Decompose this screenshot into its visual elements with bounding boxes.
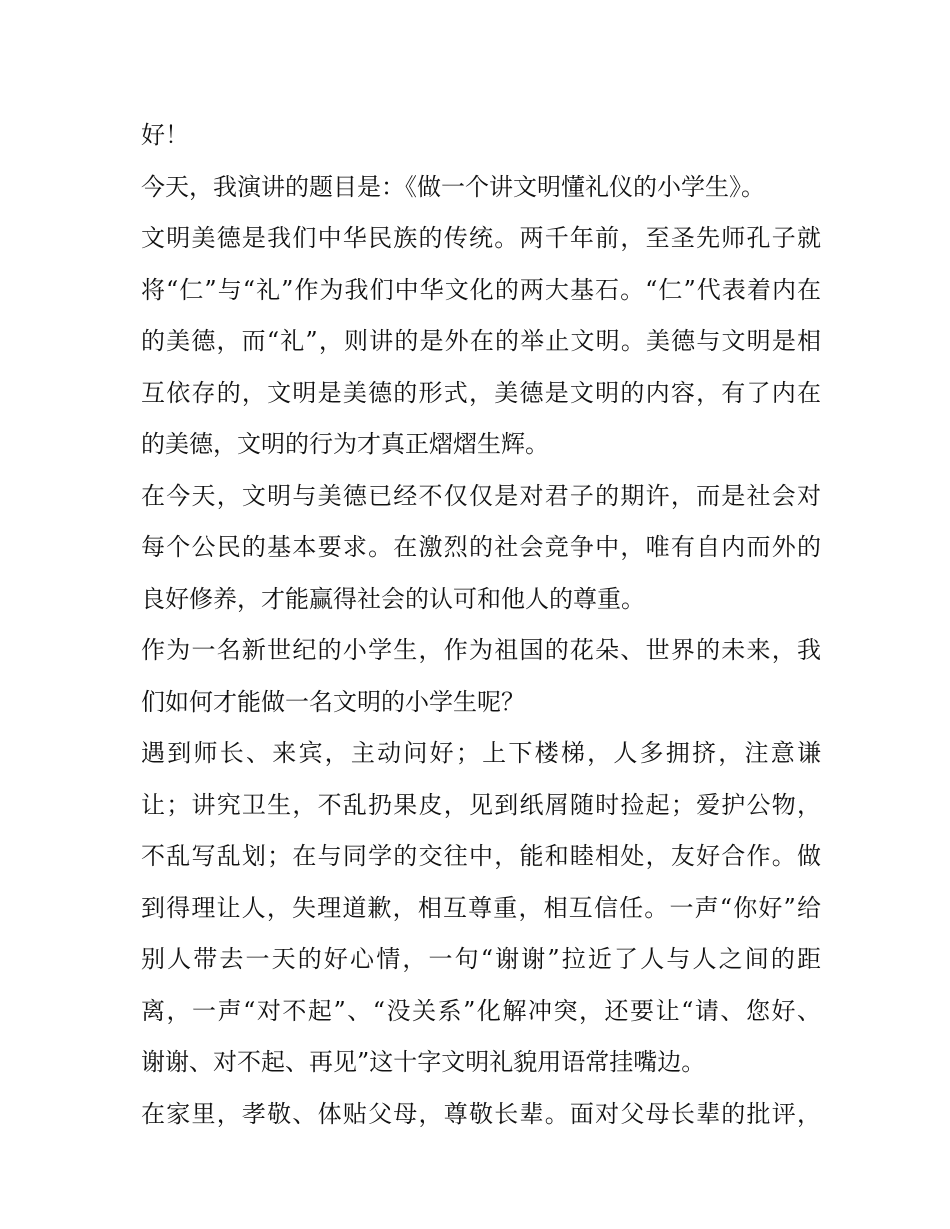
text-line: 今天，我演讲的题目是：《做一个讲文明懂礼仪的小学生》。 [141, 172, 765, 201]
text-line: 的美德，而“礼”，则讲的是外在的举止文明。美德与文明是相 [141, 327, 821, 355]
text-line: 好！ [141, 121, 189, 149]
text-line: 在今天，文明与美德已经不仅仅是对君子的期许，而是社会对 [141, 481, 821, 510]
text-line: 将“仁”与“礼”作为我们中华文化的两大基石。“仁”代表着内在 [141, 275, 821, 304]
text-line: 遇到师长、来宾，主动问好；上下楼梯，人多拥挤，注意谦 [141, 739, 821, 767]
text-line: 每个公民的基本要求。在激烈的社会竞争中，唯有自内而外的 [141, 533, 821, 561]
speech-text-body [141, 110, 821, 1140]
text-line: 让；讲究卫生，不乱扔果皮，见到纸屑随时捡起；爱护公物， [141, 790, 821, 819]
text-line: 文明美德是我们中华民族的传统。两千年前，至圣先师孔子就 [141, 224, 821, 252]
text-line: 不乱写乱划；在与同学的交往中，能和睦相处，友好合作。做 [141, 842, 821, 870]
text-line: 们如何才能做一名文明的小学生呢？ [141, 687, 525, 716]
text-line: 别人带去一天的好心情，一句“谢谢”拉近了人与人之间的距 [141, 945, 821, 973]
text-line: 离，一声“对不起”、“没关系”化解冲突，还要让“请、您好、 [141, 996, 821, 1025]
text-line: 互依存的，文明是美德的形式，美德是文明的内容，有了内在 [141, 378, 821, 407]
text-line: 谢谢、对不起、再见”这十字文明礼貌用语常挂嘴边。 [141, 1048, 706, 1076]
text-line: 作为一名新世纪的小学生，作为祖国的花朵、世界的未来，我 [141, 636, 821, 664]
text-line: 良好修养，才能赢得社会的认可和他人的尊重。 [141, 584, 645, 613]
text-line: 的美德，文明的行为才真正熠熠生辉。 [141, 430, 549, 458]
text-line: 在家里，孝敬、体贴父母，尊敬长辈。面对父母长辈的批评， [141, 1099, 821, 1128]
text-line: 到得理让人，失理道歉，相互尊重，相互信任。一声“你好”给 [141, 893, 821, 922]
